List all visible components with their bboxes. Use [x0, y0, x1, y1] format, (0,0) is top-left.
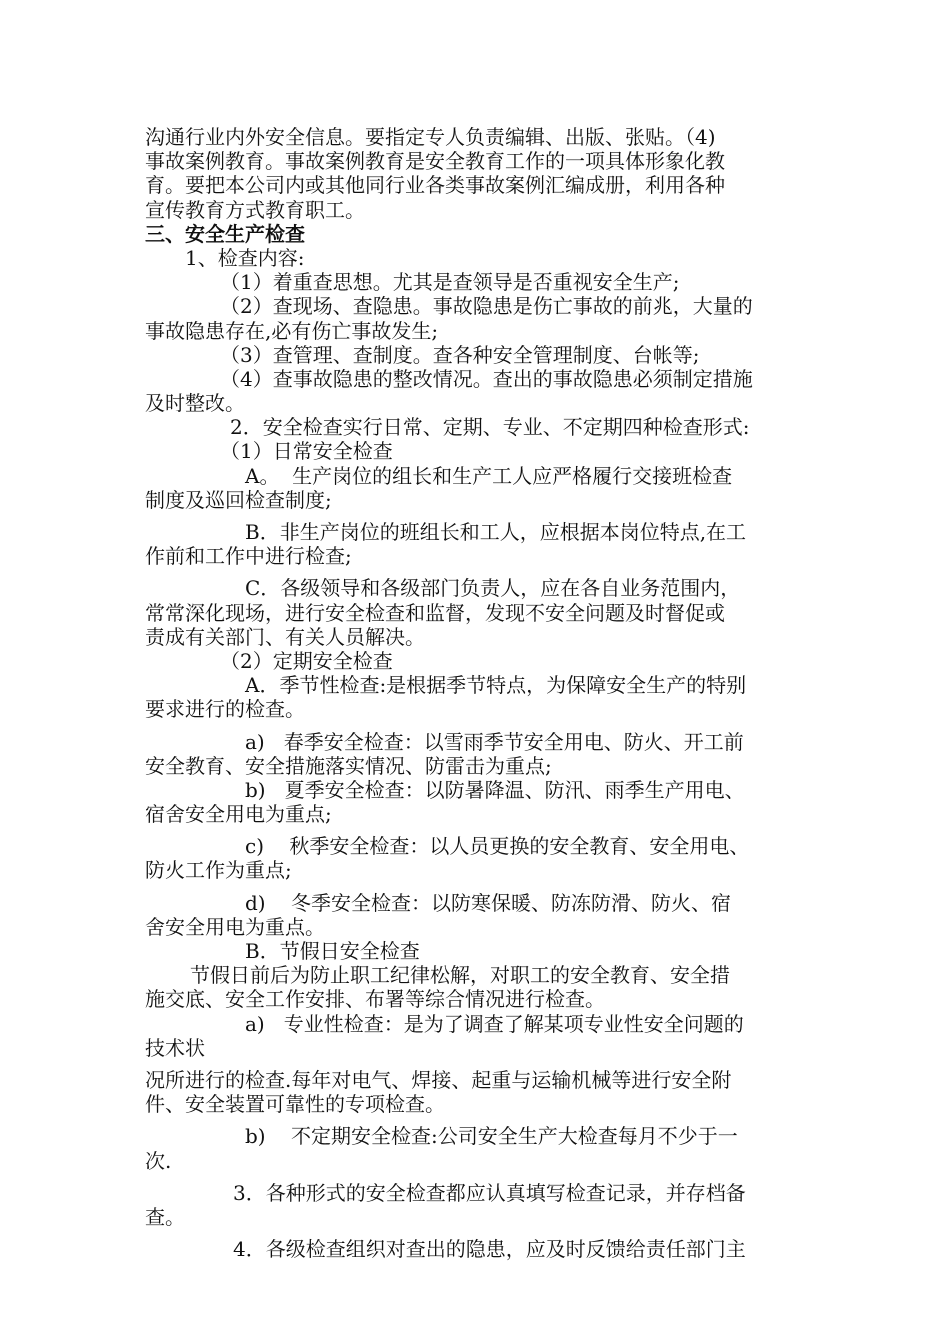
text-line: 2．安全检查实行日常、定期、专业、不定期四种检查形式:	[230, 415, 750, 440]
text-line: （3）查管理、查制度。查各种安全管理制度、台帐等;	[220, 342, 700, 367]
text-line: b) 不定期安全检查:公司安全生产大检查每月不少于一	[245, 1124, 738, 1149]
text-line: （1）日常安全检查	[220, 439, 393, 464]
text-line: 宿舍安全用电为重点;	[145, 802, 332, 827]
text-line: A．季节性检查:是根据季节特点，为保障安全生产的特别	[245, 673, 747, 698]
text-line: （1）着重查思想。尤其是查领导是否重视安全生产;	[220, 270, 680, 295]
text-line: 施交底、安全工作安排、布署等综合情况进行检查。	[145, 987, 605, 1012]
section-heading: 三、安全生产检查	[145, 221, 305, 246]
text-line: 制度及巡回检查制度;	[145, 487, 332, 512]
text-line: 件、安全装置可靠性的专项检查。	[145, 1092, 445, 1117]
text-line: 防火工作为重点;	[145, 858, 292, 883]
text-line: 1、检查内容:	[185, 245, 305, 270]
paragraph-gap	[145, 722, 820, 730]
paragraph-gap	[145, 1116, 820, 1124]
text-line: （2）查现场、查隐患。事故隐患是伤亡事故的前兆，大量的	[220, 294, 753, 319]
text-line: 节假日前后为防止职工纪律松解，对职工的安全教育、安全措	[190, 963, 730, 988]
paragraph-gap	[145, 1229, 820, 1237]
text-line: 4．各级检查组织对查出的隐患，应及时反馈给责任部门主	[233, 1237, 746, 1262]
text-line: （2）定期安全检查	[220, 648, 393, 673]
text-line: c) 秋季安全检查：以人员更换的安全教育、安全用电、	[245, 834, 750, 859]
text-line: 事故隐患存在,必有伤亡事故发生;	[145, 318, 439, 343]
text-line: 作前和工作中进行检查;	[145, 544, 352, 569]
text-line: 安全教育、安全措施落实情况、防雷击为重点;	[145, 753, 552, 778]
text-line: C．各级领导和各级部门负责人，应在各自业务范围内，	[245, 576, 741, 601]
paragraph-gap	[145, 1173, 820, 1181]
text-line: d) 冬季安全检查：以防寒保暖、防冻防滑、防火、宿	[245, 890, 732, 915]
paragraph-gap	[145, 568, 820, 576]
text-line: 育。要把本公司内或其他同行业各类事故案例汇编成册，利用各种	[145, 173, 725, 198]
text-line: 及时整改。	[145, 391, 245, 416]
text-line: 次.	[145, 1148, 172, 1173]
text-line: 3．各种形式的安全检查都应认真填写检查记录，并存档备	[233, 1180, 746, 1205]
text-line: 责成有关部门、有关人员解决。	[145, 624, 425, 649]
text-line: B．节假日安全检查	[245, 939, 420, 963]
text-line: b) 夏季安全检查：以防暑降温、防汛、雨季生产用电、	[245, 777, 745, 802]
text-line: 常常深化现场，进行安全检查和监督，发现不安全问题及时督促或	[145, 600, 725, 625]
paragraph-gap	[145, 826, 820, 834]
text-line: a) 专业性检查：是为了调查了解某项专业性安全问题的	[245, 1011, 744, 1036]
text-line: 况所进行的检查.每年对电气、焊接、起重与运输机械等进行安全附	[145, 1067, 732, 1092]
paragraph-gap	[145, 1060, 820, 1068]
paragraph-gap	[145, 512, 820, 520]
text-line: 沟通行业内外安全信息。要指定专人负责编辑、出版、张贴。（4)	[145, 125, 716, 149]
text-line: 技术状	[145, 1035, 205, 1060]
text-line: 要求进行的检查。	[145, 697, 305, 722]
text-line: a) 春季安全检查：以雪雨季节安全用电、防火、开工前	[245, 729, 744, 754]
text-line: 舍安全用电为重点。	[145, 914, 325, 939]
text-line: A。 生产岗位的组长和生产工人应严格履行交接班检查	[245, 463, 733, 488]
text-line: 宣传教育方式教育职工。	[145, 197, 365, 222]
paragraph-gap	[145, 883, 820, 891]
text-line: 事故案例教育。事故案例教育是安全教育工作的一项具体形象化教	[145, 149, 725, 174]
text-line: （4）查事故隐患的整改情况。查出的事故隐患必须制定措施	[220, 366, 753, 391]
text-line: 查。	[145, 1204, 185, 1229]
text-line: B．非生产岗位的班组长和工人，应根据本岗位特点,在工	[245, 520, 747, 544]
document-body	[145, 125, 820, 1261]
